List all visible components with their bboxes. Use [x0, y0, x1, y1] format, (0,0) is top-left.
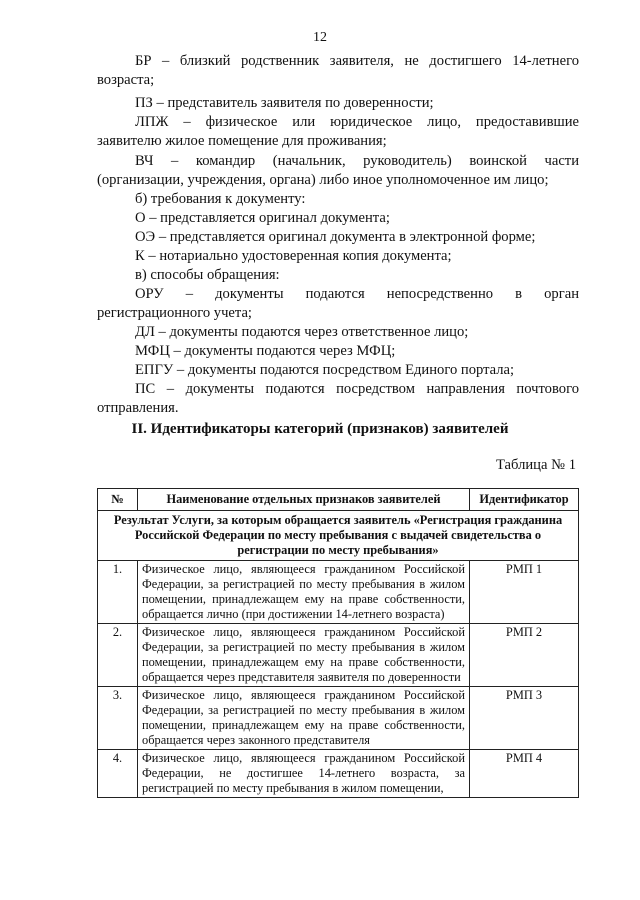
paragraph-lpzh: ЛПЖ – физическое или юридическое лицо, предоставившие заявителю жилое помещение для проживания; — [97, 114, 579, 149]
page-number: 12 — [313, 30, 327, 45]
table-label: Таблица № 1 — [496, 457, 576, 473]
header-identifier: Идентификатор — [470, 489, 579, 511]
header-number: № — [98, 489, 138, 511]
row-number: 1. — [98, 561, 138, 624]
row-description: Физическое лицо, являющееся гражданином Российской Федерации, не достигшее 14-летнего возраста, за регистрацией по месту пребывания в жилом помещении, — [138, 750, 470, 798]
table-row — [98, 624, 579, 687]
paragraph-doc-requirements: б) требования к документу: — [135, 191, 306, 207]
row-identifier: РМП 3 — [470, 687, 579, 750]
paragraph-mfc: МФЦ – документы подаются через МФЦ; — [135, 343, 396, 359]
paragraph-pz: ПЗ – представитель заявителя по доверенности; — [135, 95, 434, 111]
table-header-row — [98, 489, 579, 511]
header-name: Наименование отдельных признаков заявителей — [138, 489, 470, 511]
paragraph-br: БР – близкий родственник заявителя, не достигшего 14-летнего возраста; — [97, 53, 579, 88]
paragraph-epgu: ЕПГУ – документы подаются посредством Единого портала; — [135, 362, 515, 378]
paragraph-oru: ОРУ – документы подаются непосредственно в орган регистрационного учета; — [97, 286, 579, 321]
row-number: 2. — [98, 624, 138, 687]
row-description: Физическое лицо, являющееся гражданином Российской Федерации, за регистрацией по месту пребывания в жилом помещении, принадлежащем ему на праве собственности, обращается лично (при достижении 14-летнего возраста) — [138, 561, 470, 624]
paragraph-dl: ДЛ – документы подаются через ответственное лицо; — [135, 324, 469, 340]
table-row — [98, 687, 579, 750]
row-number: 3. — [98, 687, 138, 750]
table-row — [98, 750, 579, 798]
paragraph-oe: ОЭ – представляется оригинал документа в электронной форме; — [135, 229, 536, 245]
group-title: Результат Услуги, за которым обращается заявитель «Регистрация гражданина Российской Федерации по месту пребывания с выдачей свидетельства о регистрации по месту пребывания» — [98, 511, 579, 561]
row-description: Физическое лицо, являющееся гражданином Российской Федерации, за регистрацией по месту пребывания в жилом помещении, принадлежащем ему на праве собственности, обращается через законного представителя — [138, 687, 470, 750]
table-group-row — [98, 511, 579, 561]
paragraph-o: О – представляется оригинал документа; — [135, 210, 390, 226]
row-description: Физическое лицо, являющееся гражданином Российской Федерации, за регистрацией по месту пребывания в жилом помещении, принадлежащем ему на праве собственности, обращается через представителя заявителя по доверенности — [138, 624, 470, 687]
paragraph-ps: ПС – документы подаются посредством направления почтового отправления. — [97, 381, 579, 416]
table-row — [98, 561, 579, 624]
row-identifier: РМП 1 — [470, 561, 579, 624]
paragraph-k: К – нотариально удостоверенная копия документа; — [135, 248, 452, 264]
paragraph-vch: ВЧ – командир (начальник, руководитель) воинской части (организации, учреждения, органа) либо иное уполномоченное им лицо; — [97, 153, 579, 188]
applicant-identifiers-table — [97, 488, 579, 798]
row-identifier: РМП 4 — [470, 750, 579, 798]
row-identifier: РМП 2 — [470, 624, 579, 687]
row-number: 4. — [98, 750, 138, 798]
paragraph-methods: в) способы обращения: — [135, 267, 280, 283]
section-heading: II. Идентификаторы категорий (признаков) заявителей — [131, 421, 509, 437]
